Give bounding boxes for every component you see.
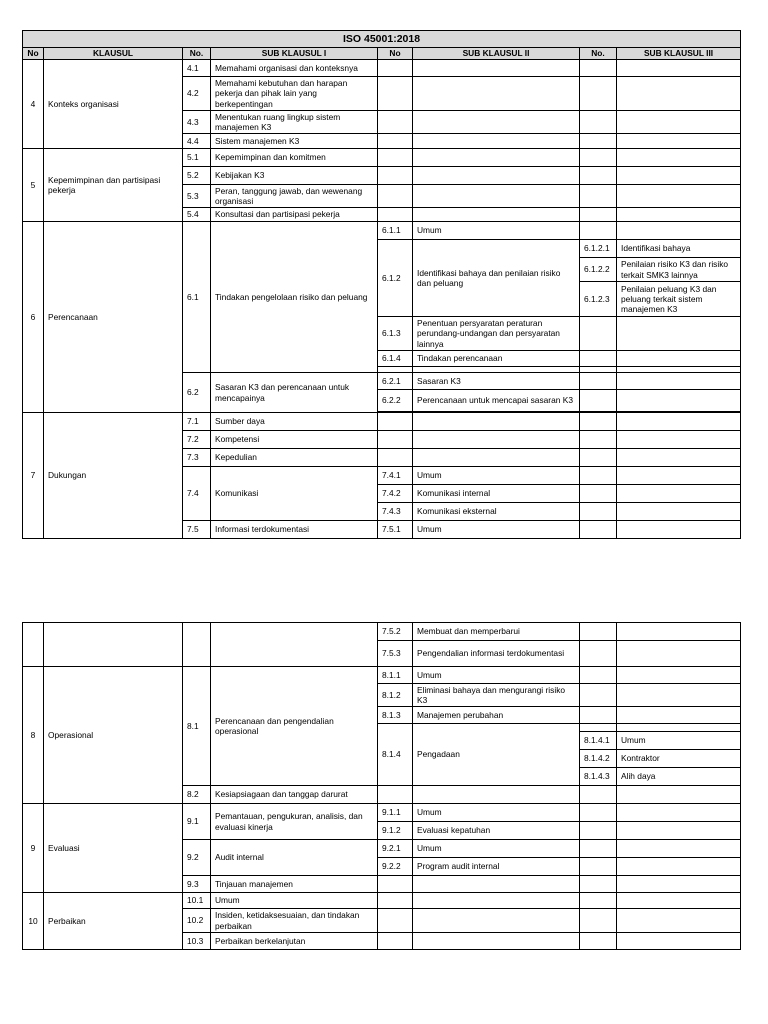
sub1-number: 7.4 <box>183 467 211 521</box>
table-row <box>23 667 741 684</box>
table-row <box>23 60 741 77</box>
sub2-label: Umum <box>413 840 580 858</box>
header-sub-klausul-3: SUB KLAUSUL III <box>617 48 741 60</box>
clause-name: Operasional <box>44 667 183 804</box>
sub2-label: Sasaran K3 <box>413 373 580 390</box>
sub2-label: Program audit internal <box>413 858 580 876</box>
sub1-number: 4.1 <box>183 60 211 77</box>
sub2-label: Komunikasi eksternal <box>413 503 580 521</box>
sub2-number: 6.2.1 <box>378 373 413 390</box>
sub3-label: Penilaian risiko K3 dan risiko terkait SMK3 lainnya <box>617 258 741 282</box>
sub3-label: Umum <box>617 732 741 750</box>
table-header-row <box>23 48 741 60</box>
sub1-number: 7.5 <box>183 521 211 539</box>
sub2-number: 6.1.2 <box>378 240 413 317</box>
sub2-label: Perencanaan untuk mencapai sasaran K3 <box>413 390 580 412</box>
sub1-label: Perbaikan berkelanjutan <box>211 933 378 950</box>
sub3-label: Penilaian peluang K3 dan peluang terkait sistem manajemen K3 <box>617 282 741 317</box>
sub1-label: Kepemimpinan dan komitmen <box>211 149 378 167</box>
sub3-label: Identifikasi bahaya <box>617 240 741 258</box>
clause-number: 4 <box>23 60 44 149</box>
sub2-number: 8.1.4 <box>378 724 413 786</box>
sub2-number: 9.1.2 <box>378 822 413 840</box>
sub1-number: 10.1 <box>183 893 211 909</box>
sub2-number: 7.4.2 <box>378 485 413 503</box>
sub1-label: Insiden, ketidaksesuaian, dan tindakan perbaikan <box>211 909 378 933</box>
header-sub-klausul-2: SUB KLAUSUL II <box>413 48 580 60</box>
header-no-sub1: No. <box>183 48 211 60</box>
sub1-label: Kepedulian <box>211 449 378 467</box>
sub2-label: Identifikasi bahaya dan penilaian risiko dan peluang <box>413 240 580 317</box>
sub2-number: 7.4.3 <box>378 503 413 521</box>
sub2-number: 8.1.2 <box>378 684 413 707</box>
sub1-label: Tindakan pengelolaan risiko dan peluang <box>211 222 378 373</box>
clause-number: 6 <box>23 222 44 413</box>
iso-clause-table-part-1 <box>22 30 741 539</box>
sub2-label: Pengendalian informasi terdokumentasi <box>413 641 580 667</box>
sub2-number: 6.1.1 <box>378 222 413 240</box>
sub2-number: 9.2.2 <box>378 858 413 876</box>
clause-name: Perencanaan <box>44 222 183 413</box>
sub2-number: 7.5.3 <box>378 641 413 667</box>
header-no-sub3: No. <box>580 48 617 60</box>
sub2-number: 7.5.1 <box>378 521 413 539</box>
sub1-label: Sasaran K3 dan perencanaan untuk mencapainya <box>211 373 378 413</box>
table-row <box>23 149 741 167</box>
sub3-number: 6.1.2.1 <box>580 240 617 258</box>
clause-number: 10 <box>23 893 44 950</box>
table-row <box>23 804 741 822</box>
sub1-number: 8.1 <box>183 667 211 786</box>
table-row <box>23 623 741 641</box>
sub3-number: 8.1.4.1 <box>580 732 617 750</box>
sub2-number: 7.5.2 <box>378 623 413 641</box>
sub2-number: 9.2.1 <box>378 840 413 858</box>
header-klausul: KLAUSUL <box>44 48 183 60</box>
clause-name: Dukungan <box>44 413 183 539</box>
sub1-number: 5.1 <box>183 149 211 167</box>
sub2-label: Umum <box>413 521 580 539</box>
sub1-number: 4.2 <box>183 77 211 111</box>
sub2-number: 6.1.3 <box>378 317 413 351</box>
header-sub-klausul-1: SUB KLAUSUL I <box>211 48 378 60</box>
sub2-number: 6.1.4 <box>378 351 413 367</box>
sub2-label: Evaluasi kepatuhan <box>413 822 580 840</box>
sub2-label: Umum <box>413 804 580 822</box>
sub2-label: Komunikasi internal <box>413 485 580 503</box>
iso-clause-table-part-2 <box>22 622 741 950</box>
sub1-number: 4.4 <box>183 134 211 149</box>
sub1-number: 7.3 <box>183 449 211 467</box>
sub1-label: Audit internal <box>211 840 378 876</box>
clause-number: 9 <box>23 804 44 893</box>
sub1-number: 9.3 <box>183 876 211 893</box>
sub1-number: 9.2 <box>183 840 211 876</box>
sub3-label: Alih daya <box>617 768 741 786</box>
sub2-label: Umum <box>413 667 580 684</box>
sub2-number: 7.4.1 <box>378 467 413 485</box>
sub1-label: Pemantauan, pengukuran, analisis, dan evaluasi kinerja <box>211 804 378 840</box>
sub3-number: 8.1.4.2 <box>580 750 617 768</box>
sub1-label: Komunikasi <box>211 467 378 521</box>
header-no: No <box>23 48 44 60</box>
sub1-number: 5.2 <box>183 167 211 185</box>
sub1-number: 8.2 <box>183 786 211 804</box>
sub3-number: 8.1.4.3 <box>580 768 617 786</box>
sub1-label: Sumber daya <box>211 413 378 431</box>
sub2-number: 6.2.2 <box>378 390 413 412</box>
sub1-number: 7.1 <box>183 413 211 431</box>
sub2-label: Membuat dan memperbarui <box>413 623 580 641</box>
sub3-number: 6.1.2.3 <box>580 282 617 317</box>
sub1-number: 4.3 <box>183 111 211 134</box>
header-no-sub2: No <box>378 48 413 60</box>
sub1-label: Menentukan ruang lingkup sistem manajemen K3 <box>211 111 378 134</box>
sub1-number: 10.3 <box>183 933 211 950</box>
sub1-label: Perencanaan dan pengendalian operasional <box>211 667 378 786</box>
sub1-label: Kompetensi <box>211 431 378 449</box>
sub2-label: Penentuan persyaratan peraturan perundang-undangan dan persyaratan lainnya <box>413 317 580 351</box>
sub1-label: Konsultasi dan partisipasi pekerja <box>211 208 378 222</box>
sub2-number: 9.1.1 <box>378 804 413 822</box>
sub2-label: Umum <box>413 467 580 485</box>
sub1-number: 7.2 <box>183 431 211 449</box>
sub1-label: Informasi terdokumentasi <box>211 521 378 539</box>
sub1-label: Kebijakan K3 <box>211 167 378 185</box>
sub1-label: Memahami organisasi dan konteksnya <box>211 60 378 77</box>
sub2-label: Tindakan perencanaan <box>413 351 580 367</box>
clause-number: 5 <box>23 149 44 222</box>
sub1-number: 6.1 <box>183 222 211 373</box>
sub1-label: Tinjauan manajemen <box>211 876 378 893</box>
clause-name: Evaluasi <box>44 804 183 893</box>
table-row <box>23 893 741 909</box>
clause-number: 8 <box>23 667 44 804</box>
sub2-label: Manajemen perubahan <box>413 707 580 724</box>
sub1-number: 5.3 <box>183 185 211 208</box>
sub2-label: Eliminasi bahaya dan mengurangi risiko K3 <box>413 684 580 707</box>
table-title: ISO 45001:2018 <box>23 31 741 48</box>
sub1-label: Sistem manajemen K3 <box>211 134 378 149</box>
sub1-label: Peran, tanggung jawab, dan wewenang organisasi <box>211 185 378 208</box>
clause-name: Kepemimpinan dan partisipasi pekerja <box>44 149 183 222</box>
sub1-number: 5.4 <box>183 208 211 222</box>
sub1-number: 9.1 <box>183 804 211 840</box>
table-row <box>23 413 741 431</box>
sub1-label: Umum <box>211 893 378 909</box>
clause-number: 7 <box>23 413 44 539</box>
sub2-label: Umum <box>413 222 580 240</box>
sub2-label: Pengadaan <box>413 724 580 786</box>
sub2-number: 8.1.1 <box>378 667 413 684</box>
sub1-number: 6.2 <box>183 373 211 413</box>
clause-name: Konteks organisasi <box>44 60 183 149</box>
sub1-label: Memahami kebutuhan dan harapan pekerja dan pihak lain yang berkepentingan <box>211 77 378 111</box>
sub1-label: Kesiapsiagaan dan tanggap darurat <box>211 786 378 804</box>
sub1-number: 10.2 <box>183 909 211 933</box>
clause-name: Perbaikan <box>44 893 183 950</box>
sub2-number: 8.1.3 <box>378 707 413 724</box>
sub3-label: Kontraktor <box>617 750 741 768</box>
table-row <box>23 222 741 240</box>
sub3-number: 6.1.2.2 <box>580 258 617 282</box>
